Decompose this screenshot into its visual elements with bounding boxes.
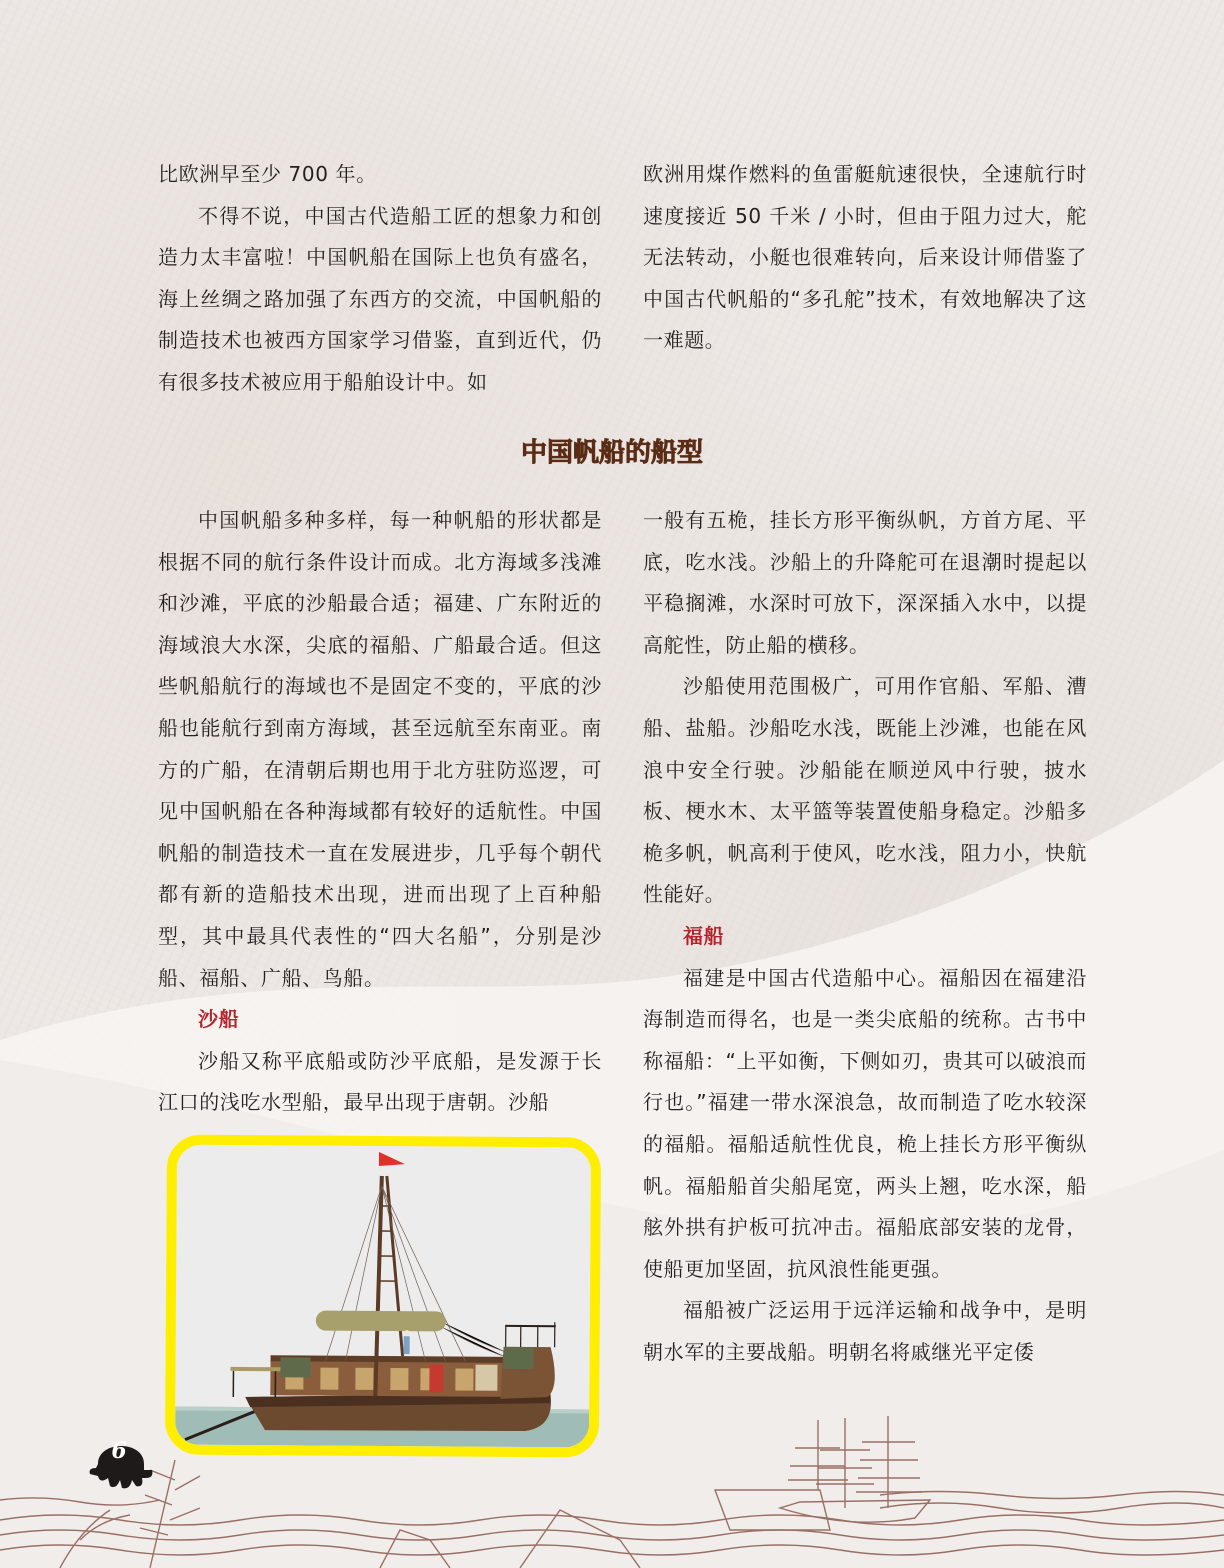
subheading-shachuan: 沙船 [198,1007,240,1032]
section-title: 中国帆船的船型 [520,438,703,468]
right-column [643,500,1087,1373]
shachuan-usage-paragraph: 沙船使用范围极广，可用作官船、军船、漕船、盐船。沙船吃水浅，既能上沙滩，也能在风浪中安全行驶。沙船能在顺逆风中行驶，披水板、梗水木、太平篮等装置使船身稳定。沙船多桅多帆，帆高利于使风，吃水浅，阻力小，快航性能好。 [643,674,1087,907]
top-left-column [158,154,602,404]
paragraph: 比欧洲早至少 700 年。 [158,162,377,186]
page-number-badge [88,1432,154,1492]
page-number: 6 [111,1438,127,1464]
fuchuan-paragraph: 福建是中国古代造船中心。福船因在福建沿海制造而得名，也是一类尖底船的统称。古书中称福船：“上平如衡，下侧如刃，贵其可以破浪而行也。”福建一带水深浪急，故而制造了吃水较深的福船。福船适航性优良，桅上挂长方形平衡纵帆。福船船首尖船尾宽，两头上翘，吃水深，船舷外拱有护板可抗冲击。福船底部安装的龙骨，使船更加坚固，抗风浪性能更强。 [643,965,1087,1281]
left-column [158,500,602,1124]
fuchuan-usage-paragraph: 福船被广泛运用于远洋运输和战争中，是明朝水军的主要战船。明朝名将戚继光平定倭 [643,1298,1087,1364]
top-right-column [643,154,1087,362]
shachuan-paragraph-continued: 一般有五桅，挂长方形平衡纵帆，方首方尾、平底，吃水浅。沙船上的升降舵可在退潮时提起以平稳搁滩，水深时可放下，深深插入水中，以提高舵性，防止船的横移。 [643,508,1087,657]
shachuan-image-frame [165,1134,601,1457]
shachuan-ship-illustration [175,1145,591,1448]
subheading-fuchuan: 福船 [683,923,725,948]
paragraph: 不得不说，中国古代造船工匠的想象力和创造力太丰富啦！中国帆船在国际上也负有盛名，海上丝绸之路加强了东西方的交流，中国帆船的制造技术也被西方国家学习借鉴，直到近代，仍有很多技术被应用于船舶设计中。如 [158,203,602,394]
paragraph: 欧洲用煤作燃料的鱼雷艇航速很快，全速航行时速度接近 50 千米 / 小时，但由于阻力过大，舵无法转动，小艇也很难转向，后来设计师借鉴了中国古代帆船的“多孔舵”技术，有效地解决了这一难题。 [643,162,1087,353]
shachuan-paragraph: 沙船又称平底船或防沙平底船，是发源于长江口的浅吃水型船，最早出现于唐朝。沙船 [158,1048,602,1115]
intro-paragraph: 中国帆船多种多样，每一种帆船的形状都是根据不同的航行条件设计而成。北方海域多浅滩和沙滩，平底的沙船最合适；福建、广东附近的海域浪大水深，尖底的福船、广船最合适。但这些帆船航行的海域也不是固定不变的，平底的沙船也能航行到南方海域，甚至远航至东南亚。南方的广船，在清朝后期也用于北方驻防巡逻，可见中国帆船在各种海域都有较好的适航性。中国帆船的制造技术一直在发展进步，几乎每个朝代都有新的造船技术出现，进而出现了上百种船型，其中最具代表性的“四大名船”，分别是沙船、福船、广船、鸟船。 [158,508,602,990]
